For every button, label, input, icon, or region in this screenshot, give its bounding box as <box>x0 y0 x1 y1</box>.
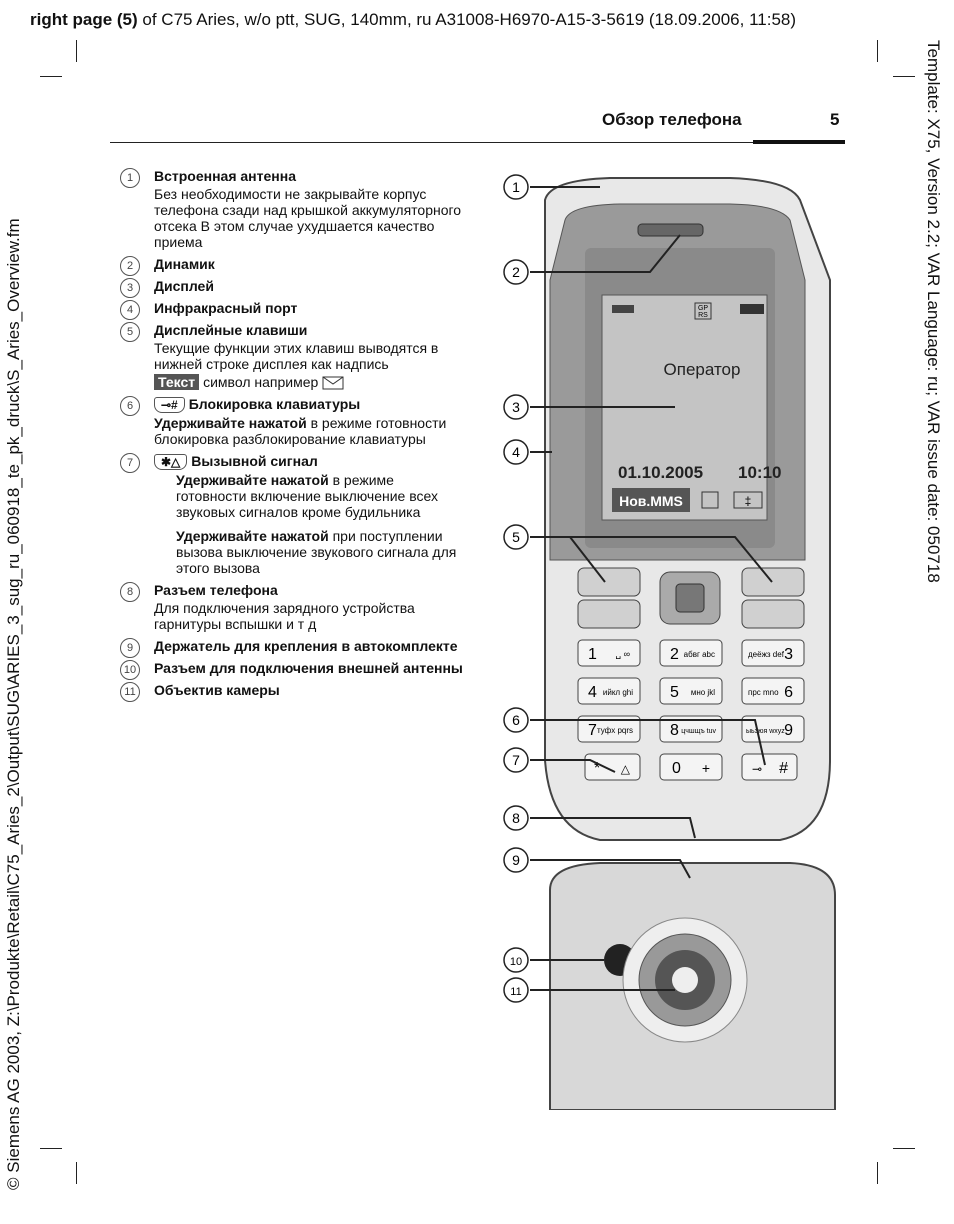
battery-icon <box>740 304 764 314</box>
page-header <box>30 10 796 30</box>
item-desc-2-bold: Удерживайте нажатой <box>176 528 329 545</box>
page-number: 5 <box>830 110 840 129</box>
key-8-digit: 8 <box>670 722 679 739</box>
header-bold: right page (5) <box>30 10 138 29</box>
key-7-digit: 7 <box>588 722 597 739</box>
key-7-letters: туфх pqrs <box>596 726 633 735</box>
key-9-digit: 9 <box>784 722 793 739</box>
callout-label-5: 5 <box>512 529 520 545</box>
list-item <box>120 396 465 447</box>
key-4-letters: ийкл ghi <box>602 688 633 697</box>
key-8-letters: цчшщъ tuv <box>681 728 716 735</box>
callout-label-7: 7 <box>512 752 520 768</box>
key-1-digit: 1 <box>588 646 597 663</box>
list-item <box>120 682 465 698</box>
signal-indicator <box>612 305 634 313</box>
item-desc-text: в режиме готовности блокировка разблокирование клавиатуры <box>154 415 447 448</box>
hash-key-icon: ⊸# <box>154 397 185 413</box>
item-title: Динамик <box>154 256 215 272</box>
envelope-icon <box>322 376 344 390</box>
crop-mark <box>40 76 62 77</box>
key-0-letters: + <box>701 760 710 776</box>
item-desc-text: в режиме готовности включение выключение всех звуковых сигналов кроме будильника <box>176 472 438 521</box>
list-item <box>120 638 465 654</box>
crop-mark <box>893 76 915 77</box>
item-title-row <box>154 396 465 413</box>
item-title: Дисплей <box>154 278 214 294</box>
gprs-label-bottom: RS <box>698 312 708 319</box>
item-number: 11 <box>120 682 140 702</box>
key-5-digit: 5 <box>670 684 679 701</box>
item-number: 4 <box>120 300 140 320</box>
list-item <box>120 453 465 576</box>
crop-mark <box>76 40 77 62</box>
item-number: 9 <box>120 638 140 658</box>
callout-label-11: 11 <box>510 986 522 998</box>
item-number: 5 <box>120 322 140 342</box>
callout-label-1: 1 <box>512 179 520 195</box>
key-2-letters: абвг abc <box>683 650 715 659</box>
key-3-digit: 3 <box>784 646 793 663</box>
callout-label-2: 2 <box>512 264 520 280</box>
list-item <box>120 168 465 250</box>
left-margin-label: © Siemens AG 2003, Z:\Produkte\Retail\C75_Aries_2\Output\SUG\ARIES_3_sug_ru_060918_te_pk_druck\S_Aries_Overview.fm <box>4 218 23 1190</box>
item-number: 3 <box>120 278 140 298</box>
callout-circles <box>504 175 528 1002</box>
item-title: Держатель для крепления в автокомплекте <box>154 638 458 655</box>
crop-mark <box>877 40 878 62</box>
item-title-row <box>154 453 465 470</box>
list-item <box>120 300 465 316</box>
list-item <box>120 660 465 676</box>
item-number: 7 <box>120 453 140 473</box>
menu-key-symbol: ‡ <box>744 494 752 508</box>
key-4-digit: 4 <box>588 684 597 701</box>
operator-name: Оператор <box>663 360 741 379</box>
item-title: Разъем для подключения внешней антенны <box>154 660 463 677</box>
callout-label-8: 8 <box>512 810 520 826</box>
callout-label-4: 4 <box>512 444 520 460</box>
item-number: 10 <box>120 660 140 680</box>
item-desc <box>154 472 465 520</box>
item-desc: Текущие функции этих клавиш выводятся в нижней строке дисплея как надпись <box>154 340 439 372</box>
callout-label-6: 6 <box>512 712 520 728</box>
page-title: Обзор телефона <box>602 110 742 129</box>
list-item <box>120 256 465 272</box>
key-hash-letters: ⊸ <box>752 762 763 776</box>
list-item <box>120 582 465 632</box>
right-margin-label: Template: X75, Version 2.2; VAR Language: ru; VAR issue date: 050718 <box>924 40 943 583</box>
list-item <box>120 278 465 294</box>
key-hash-digit: # <box>779 760 788 777</box>
key-5-letters: мно jkl <box>690 688 715 697</box>
right-softkey <box>742 568 804 596</box>
key-1-letters: ␣ ∞ <box>615 649 630 659</box>
item-title: Встроенная антенна <box>154 168 296 184</box>
item-desc: Без необходимости не закрывайте корпус телефона сзади над крышкой аккумуляторного отсека В этом случае ухудшается качество приема <box>154 186 462 250</box>
left-softkey <box>578 568 640 596</box>
item-title: Объектив камеры <box>154 682 280 699</box>
item-desc-bold: Удерживайте нажатой <box>176 472 329 489</box>
header-rule-accent <box>753 140 845 144</box>
item-desc <box>154 415 465 447</box>
key-9-letters: ыьэюя wxyz <box>746 728 785 735</box>
item-title: Дисплейные клавиши <box>154 322 308 338</box>
item-title: Блокировка клавиатуры <box>188 396 361 413</box>
item-number: 8 <box>120 582 140 602</box>
item-title: Вызывной сигнал <box>191 453 318 470</box>
feature-list <box>120 168 465 704</box>
key-3-letters: деёжз def <box>748 650 784 659</box>
item-number: 1 <box>120 168 140 188</box>
key-2-digit: 2 <box>670 646 679 663</box>
crop-mark <box>877 1162 878 1184</box>
gprs-label-top: GP <box>697 305 709 312</box>
callout-label-10: 10 <box>509 956 523 968</box>
camera-lens-center <box>672 967 698 993</box>
item-desc: Для подключения зарядного устройства гарнитуры вспышки и т д <box>154 600 415 633</box>
key-star-letters: △ <box>620 762 630 776</box>
callout-label-9: 9 <box>512 852 520 868</box>
item-desc-2 <box>154 374 465 390</box>
call-key <box>578 600 640 628</box>
star-key-icon: ✱△ <box>154 454 187 470</box>
list-item <box>120 322 465 390</box>
softkey-label: Нов.MMS <box>619 493 683 509</box>
crop-mark <box>40 1148 62 1149</box>
left-margin-text <box>4 130 28 1190</box>
key-6-digit: 6 <box>784 684 793 701</box>
item-number: 2 <box>120 256 140 276</box>
key-hash <box>742 754 797 780</box>
key-6-letters: прс mno <box>748 688 779 697</box>
text-badge: Текст <box>154 374 199 390</box>
end-key <box>742 600 804 628</box>
item-desc-2-text: при поступлении вызова выключение звукового сигнала для этого вызова <box>176 528 457 577</box>
screen-time: 10:10 <box>738 463 782 482</box>
header-rule <box>110 142 845 143</box>
callout-label-3: 3 <box>512 399 520 415</box>
phone-illustration <box>490 160 850 1110</box>
right-margin-text <box>919 40 943 660</box>
key-0 <box>660 754 722 780</box>
speaker-grille <box>638 224 703 236</box>
item-desc-bold: Удерживайте нажатой <box>154 415 307 432</box>
screen-date: 01.10.2005 <box>618 463 704 482</box>
nav-center <box>676 584 704 612</box>
key-0-digit: 0 <box>672 760 681 777</box>
key-star-digit: * <box>594 760 601 777</box>
crop-mark <box>76 1162 77 1184</box>
item-number: 6 <box>120 396 140 416</box>
crop-mark <box>893 1148 915 1149</box>
item-desc-2 <box>154 528 465 576</box>
item-title: Инфракрасный порт <box>154 300 298 316</box>
item-desc-2-text: символ например <box>203 374 319 390</box>
item-title: Разъем телефона <box>154 582 278 599</box>
header-rest: of C75 Aries, w/o ptt, SUG, 140mm, ru A31008-H6970-A15-3-5619 (18.09.2006, 11:58) <box>137 10 797 29</box>
